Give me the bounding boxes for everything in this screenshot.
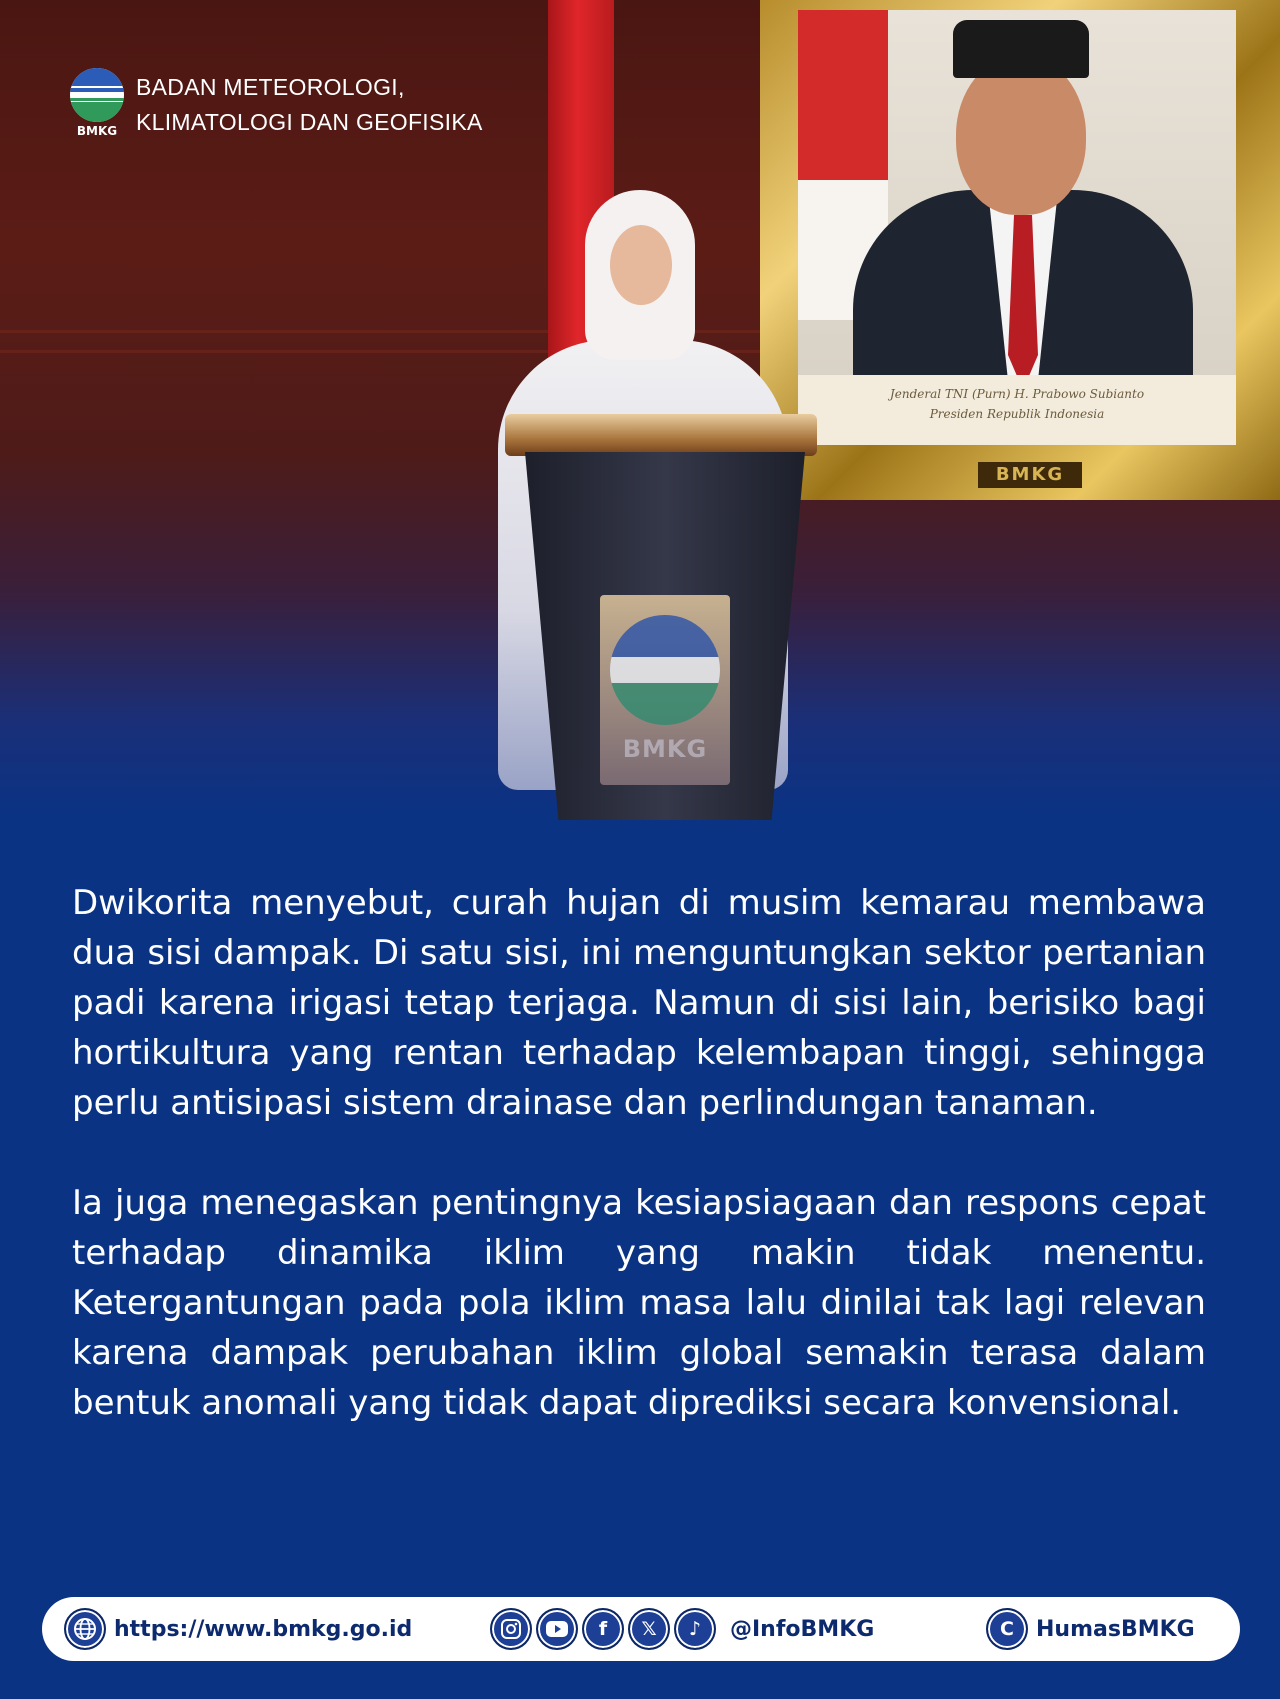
humas-icon: C [986, 1608, 1028, 1650]
youtube-icon[interactable] [536, 1608, 578, 1650]
podium-logo-icon [610, 615, 720, 725]
portrait-frame [760, 0, 1280, 500]
footer-bar [42, 1597, 1240, 1661]
org-name [136, 70, 483, 140]
paragraph: Ia juga menegaskan pentingnya kesiapsiagaan dan respons cepat terhadap dinamika iklim yang makin tidak menentu. Ketergantungan pada pola iklim masa lalu dinilai tak lagi relevan karena dampak perubahan iklim global semakin terasa dalam bentuk anomali yang tidak dapat diprediksi secara konvensional. [72, 1183, 1206, 1423]
website-url: https://www.bmkg.go.id [114, 1616, 413, 1642]
portrait-canvas [798, 10, 1236, 445]
podium-text: BMKG [622, 735, 708, 763]
bmkg-logo-emblem [70, 68, 124, 122]
globe-icon [64, 1608, 106, 1650]
bmkg-logo-icon [68, 66, 126, 138]
portrait-cap [953, 20, 1089, 78]
portrait-caption-name: Jenderal TNI (Purn) H. Prabowo Subianto [889, 387, 1145, 401]
portrait-image [798, 10, 1236, 375]
article-body [72, 878, 1206, 1478]
portrait-head [956, 55, 1086, 215]
tiktok-icon[interactable]: ♪ [674, 1608, 716, 1650]
social-links [490, 1597, 874, 1661]
social-handle[interactable]: @InfoBMKG [730, 1616, 875, 1642]
website-link[interactable] [64, 1597, 412, 1661]
frame-plaque: BMKG [978, 462, 1082, 488]
org-name-line1: BADAN METEOROLOGI, [136, 74, 405, 100]
podium-top [505, 414, 817, 456]
instagram-icon[interactable] [490, 1608, 532, 1650]
portrait-caption-title: Presiden Republik Indonesia [929, 407, 1105, 421]
brand-header [68, 66, 483, 140]
x-icon[interactable]: 𝕏 [628, 1608, 670, 1650]
facebook-icon[interactable]: f [582, 1608, 624, 1650]
humas-handle: HumasBMKG [1036, 1616, 1195, 1642]
org-name-line2: KLIMATOLOGI DAN GEOFISIKA [136, 109, 483, 135]
paragraph: Dwikorita menyebut, curah hujan di musim kemarau membawa dua sisi dampak. Di satu sisi, ini menguntungkan sektor pertanian padi karena irigasi tetap terjaga. Namun di sisi lain, berisiko bagi hortikultura yang rentan terhadap kelembapan tinggi, sehingga perlu antisipasi sistem drainase dan perlindungan tanaman. [72, 883, 1206, 1123]
speaker-face [610, 225, 672, 305]
portrait-flag-red [798, 10, 888, 180]
bmkg-logo-text: BMKG [76, 124, 118, 138]
humas-link[interactable] [986, 1597, 1195, 1661]
